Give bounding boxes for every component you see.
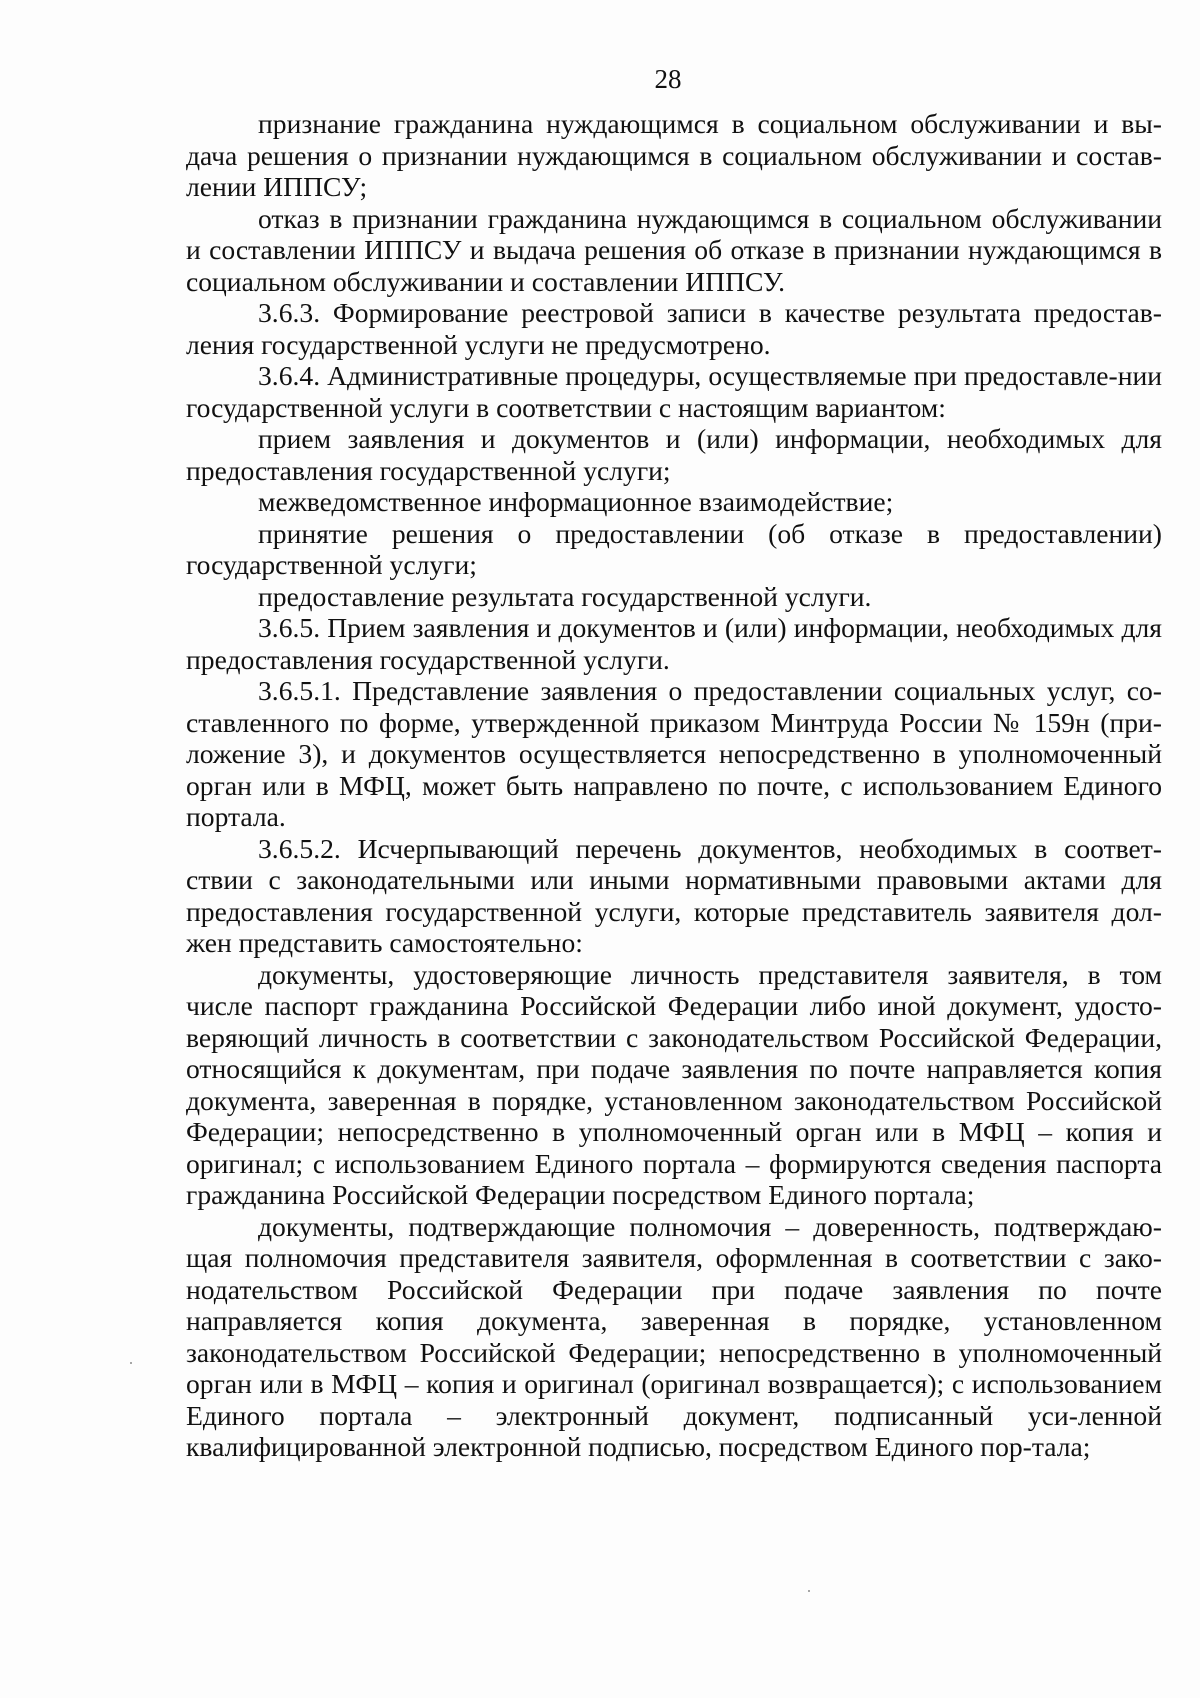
paragraph: 3.6.5. Прием заявления и документов и (или) информации, необходимых для предоставления государственной услуги. — [186, 612, 1162, 675]
paragraph: принятие решения о предоставлении (об отказе в предоставлении) государственной услуги; — [186, 517, 1162, 580]
paragraph: документы, подтверждающие полномочия – доверенность, подтверждаю-щая полномочия представителя заявителя, оформленная в соответствии с зако-нодательством Российской Федерации при подаче заявления по почте направляется копия документа, заверенная в порядке, установленном законодательством Российской Федерации; непосредственно в уполномоченный орган или в МФЦ – копия и оригинал (оригинал возвращается); с использованием Единого портала – электронный документ, подписанный уси-ленной квалифицированной электронной подписью, посредством Единого пор-тала; — [186, 1210, 1162, 1462]
scan-speck — [130, 1362, 132, 1364]
paragraph: 3.6.5.2. Исчерпывающий перечень документов, необходимых в соответ-ствии с законодательными или иными нормативными правовыми актами для предоставления государственной услуги, которые представитель заявителя дол-жен представить самостоятельно: — [186, 832, 1162, 958]
paragraph: отказ в признании гражданина нуждающимся в социальном обслуживании и составлении ИППСУ и выдача решения об отказе в признании нуждающимся в социальном обслуживании и составлении ИППСУ. — [186, 202, 1162, 297]
paragraph: 3.6.3. Формирование реестровой записи в качестве результата предостав-ления государственной услуги не предусмотрено. — [186, 297, 1162, 360]
document-body — [186, 108, 1162, 1463]
page-number: 28 — [654, 64, 682, 94]
paragraph: прием заявления и документов и (или) информации, необходимых для предоставления государственной услуги; — [186, 423, 1162, 486]
scan-speck — [808, 1590, 810, 1592]
paragraph: предоставление результата государственной услуги. — [258, 580, 872, 612]
paragraph: межведомственное информационное взаимодействие; — [258, 486, 894, 517]
paragraph: 3.6.5.1. Представление заявления о предоставлении социальных услуг, со-ставленного по форме, утвержденной приказом Минтруда России № 159н (при-ложение 3), и документов осуществляется непосредственно в уполномоченный орган или в МФЦ, может быть направлено по почте, с использованием Единого портала. — [186, 675, 1162, 832]
paragraph: признание гражданина нуждающимся в социальном обслуживании и вы-дача решения о признании нуждающимся в социальном обслуживании и состав-лении ИППСУ; — [186, 108, 1162, 202]
paragraph: документы, удостоверяющие личность представителя заявителя, в том числе паспорт гражданина Российской Федерации либо иной документ, удосто-веряющий личность в соответствии с законодательством Российской Федерации, относящийся к документам, при подаче заявления по почте направляется копия документа, заверенная в порядке, установленном законодательством Российской Федерации; непосредственно в уполномоченный орган или в МФЦ – копия и оригинал; с использованием Единого портала – формируются сведения паспорта гражданина Российской Федерации посредством Единого портала; — [186, 958, 1162, 1210]
paragraph: 3.6.4. Административные процедуры, осуществляемые при предоставле-нии государственной услуги в соответствии с настоящим вариантом: — [186, 360, 1162, 423]
